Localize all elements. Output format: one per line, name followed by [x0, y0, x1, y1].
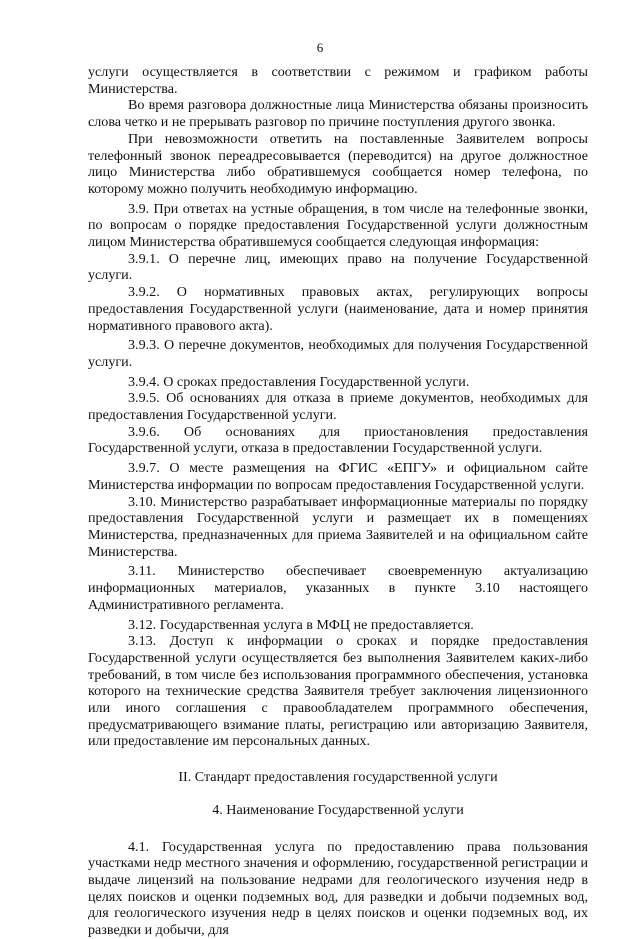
- paragraph: услуги осуществляется в соответствии с режимом и графиком работы Министерства.: [88, 64, 588, 97]
- paragraph-3-9-5: 3.9.5. Об основаниях для отказа в приеме документов, необходимых для предоставления Государственной услуги.: [88, 390, 588, 424]
- paragraph-3-9-7: 3.9.7. О месте размещения на ФГИС «ЕПГУ» и официальном сайте Министерства информации по вопросам предоставления Государственной услуги.: [88, 460, 588, 493]
- paragraph-3-13: 3.13. Доступ к информации о сроках и порядке предоставления Государственной услуги осуществляется без выполнения Заявителем каких-либо требований, в том числе без использования программного обеспечения, установка которого на технические средства Заявителя требует заключения лицензионного или иного соглашения с правообладателем программного обеспечения, предусматривающего взимание платы, регистрацию или авторизацию Заявителя, или предоставление им персональных данных.: [88, 633, 588, 750]
- subsection-heading: 4. Наименование Государственной услуги: [212, 801, 464, 818]
- paragraph-4-1: 4.1. Государственная услуга по предоставлению права пользования участками недр местного значения и оформлению, государственной регистрации и выдаче лицензий на пользование недрами для геологического изучения недр в целях поисков и оценки подземных вод, для разведки и добычи подземных вод, для геологического изучения недр в целях поисков и оценки подземных вод, их разведки и добычи, для: [88, 838, 588, 939]
- paragraph-3-9-2: 3.9.2. О нормативных правовых актах, регулирующих вопросы предоставления Государственной услуги (наименование, дата и номер принятия нормативного правового акта).: [88, 284, 588, 334]
- paragraph: Во время разговора должностные лица Министерства обязаны произносить слова четко и не прерывать разговор по причине поступления другого звонка.: [88, 97, 588, 131]
- paragraph-3-9: 3.9. При ответах на устные обращения, в том числе на телефонные звонки, по вопросам о порядке предоставления Государственной услуги должностным лицом Министерства обратившемуся сообщается следующая информация:: [88, 200, 588, 251]
- paragraph: При невозможности ответить на поставленные Заявителем вопросы телефонный звонок переадресовывается (переводится) на другое должностное лицо Министерства либо обратившемуся сообщается номер телефона, по которому можно получить необходимую информацию.: [88, 130, 588, 197]
- paragraph-3-9-6: 3.9.6. Об основаниях для приостановления предоставления Государственной услуги, отказа в предоставлении Государственной услуги.: [88, 423, 588, 457]
- page-number: 6: [316, 40, 324, 55]
- paragraph-3-11: 3.11. Министерство обеспечивает своевременную актуализацию информационных материалов, указанных в пункте 3.10 настоящего Административного регламента.: [88, 563, 588, 613]
- paragraph-3-9-1: 3.9.1. О перечне лиц, имеющих право на получение Государственной услуги.: [88, 250, 588, 284]
- document-body: [88, 64, 588, 939]
- section-heading: II. Стандарт предоставления государственной услуги: [178, 769, 498, 786]
- paragraph-3-10: 3.10. Министерство разрабатывает информационные материалы по порядку предоставления Государственной услуги и размещает их в помещениях Министерства, предназначенных для приема Заявителей и на официальном сайте Министерства.: [88, 493, 588, 560]
- paragraph-3-9-3: 3.9.3. О перечне документов, необходимых для получения Государственной услуги.: [88, 337, 588, 370]
- paragraph-3-9-4: 3.9.4. О сроках предоставления Государственной услуги.: [128, 373, 470, 390]
- paragraph-3-12: 3.12. Государственная услуга в МФЦ не предоставляется.: [128, 616, 474, 633]
